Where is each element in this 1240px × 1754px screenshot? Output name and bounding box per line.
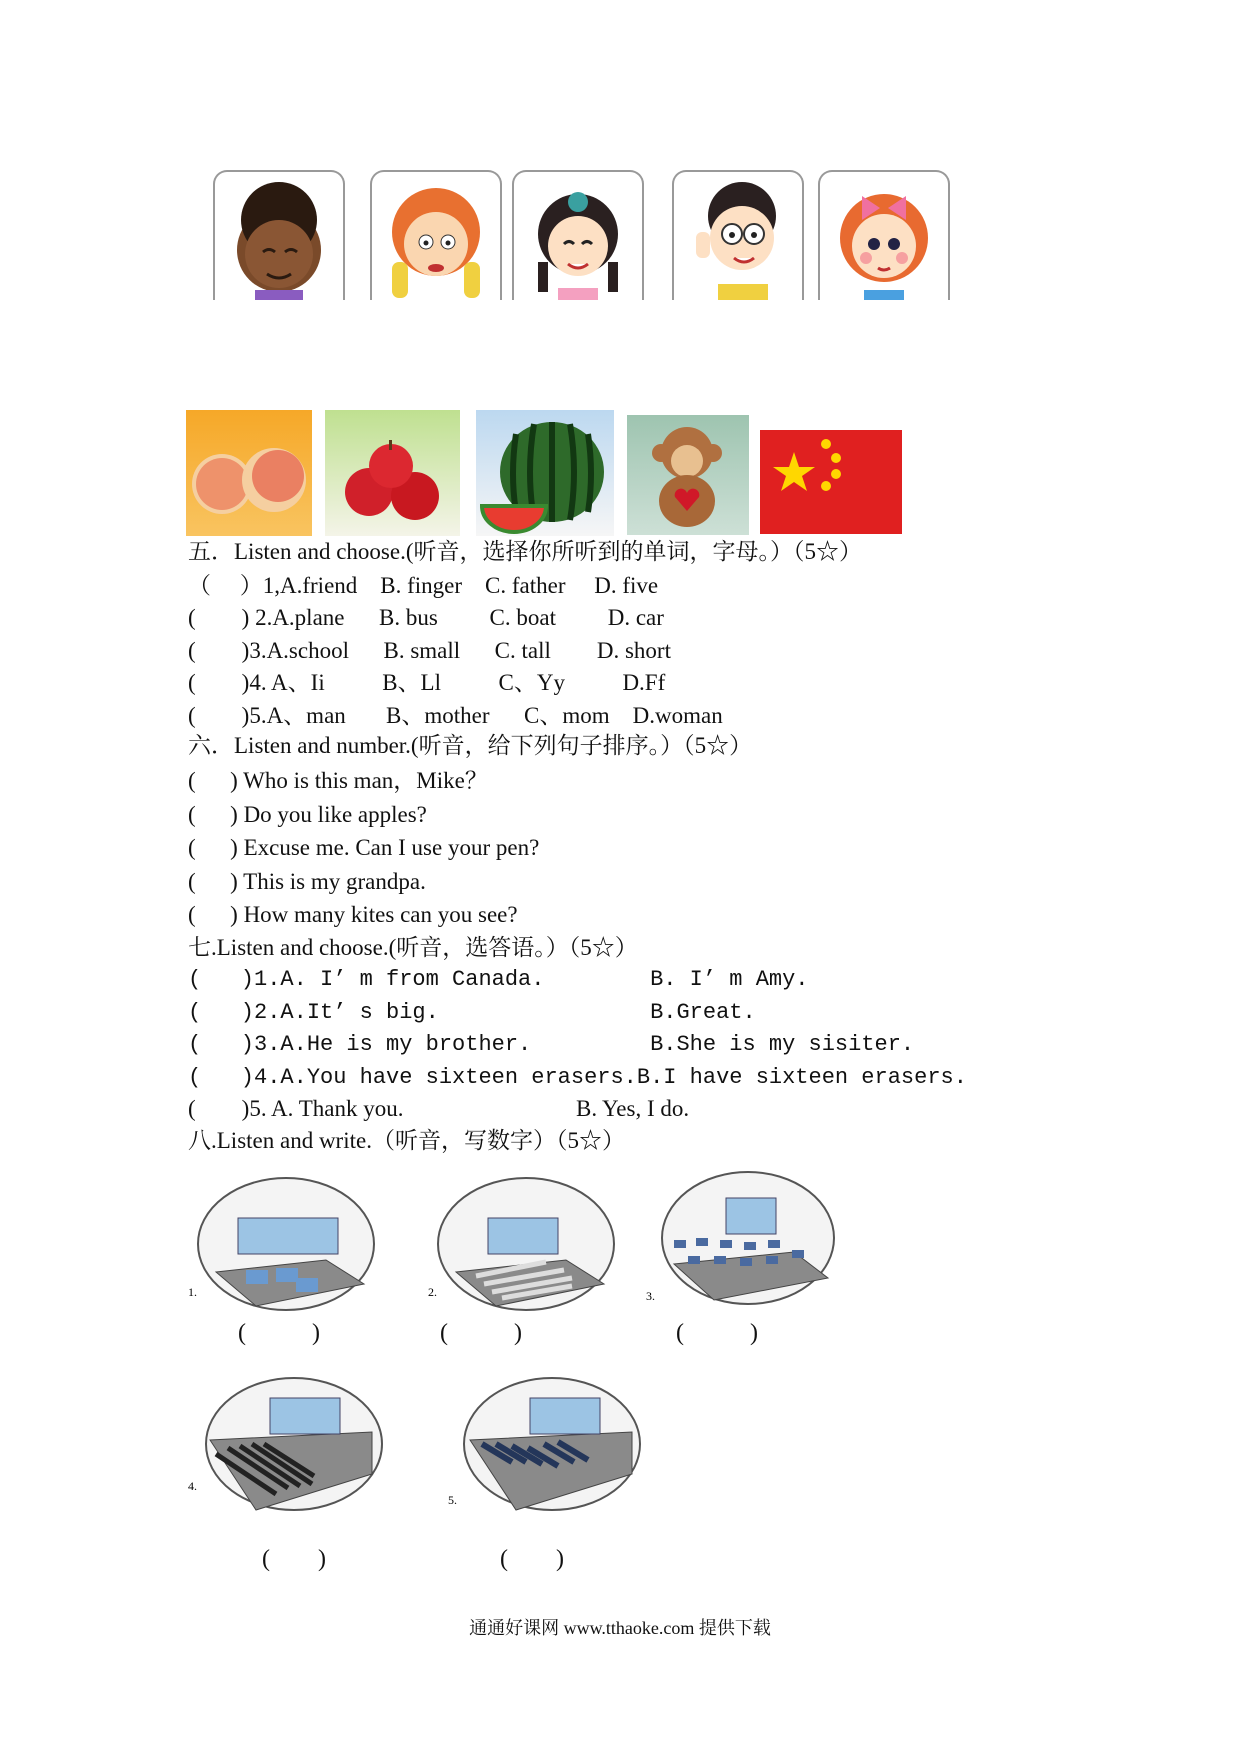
peaches-picture (186, 410, 312, 536)
apples-picture (325, 410, 460, 536)
section5-item-3: ( )3.A.school B. small C. tall D. short (188, 638, 671, 663)
answer-blank-1[interactable]: ( ) (238, 1320, 320, 1346)
cartoon-girl-bow (818, 170, 950, 300)
cartoon-boy-red-hair (370, 170, 502, 300)
section7-item-5: ( )5. A. Thank you. B. Yes, I do. (188, 1096, 690, 1121)
desk-label-1: 1. (188, 1285, 197, 1299)
section6-item-3: ( ) Excuse me. Can I use your pen? (188, 835, 540, 860)
section5-heading: 五．Listen and choose.(听音，选择你所听到的单词，字母。）（5☆） (188, 539, 862, 564)
cartoon-girl-pigtails (512, 170, 644, 300)
section7-item-2: ( )2.A.It’ s big. B.Great. (188, 1000, 756, 1025)
china-flag-picture (760, 430, 902, 534)
section5-item-1: （ ）1,A.friend B. finger C. father D. five (188, 573, 659, 598)
cartoon-boy-glasses (672, 170, 804, 300)
section7-item-1: ( )1.A. I’ m from Canada. B. I’ m Amy. (188, 967, 809, 992)
answer-blank-3[interactable]: ( ) (676, 1320, 758, 1346)
toy-monkey-picture (627, 415, 749, 535)
section6-item-5: ( ) How many kites can you see? (188, 902, 518, 927)
footer-credit: 通通好课网 www.tthaoke.com 提供下载 (469, 1618, 771, 1638)
desk-label-5: 5. (448, 1493, 457, 1507)
desk-picture-2 (426, 1176, 616, 1316)
watermelon-picture (476, 410, 614, 536)
section5-item-4: ( )4. A、Ii B、Ll C、Yy D.Ff (188, 670, 666, 695)
section7-item-3: ( )3.A.He is my brother. B.She is my sisiter. (188, 1032, 915, 1057)
desk-picture-5 (446, 1374, 646, 1524)
desk-picture-3 (644, 1168, 844, 1314)
section5-item-5: ( )5.A、man B、mother C、mom D.woman (188, 703, 723, 728)
section6-item-2: ( ) Do you like apples? (188, 802, 427, 827)
answer-blank-4[interactable]: ( ) (262, 1546, 326, 1572)
answer-blank-2[interactable]: ( ) (440, 1320, 522, 1346)
section6-item-4: ( ) This is my grandpa. (188, 869, 426, 894)
desk-label-2: 2. (428, 1285, 437, 1299)
cartoon-boy-dark (213, 170, 345, 300)
answer-blank-5[interactable]: ( ) (500, 1546, 564, 1572)
desk-picture-1 (186, 1176, 376, 1316)
desk-label-3: 3. (646, 1289, 655, 1303)
section6-heading: 六．Listen and number.(听音，给下列句子排序。）（5☆） (188, 733, 753, 758)
desk-picture-4 (186, 1374, 386, 1524)
section7-heading: 七.Listen and choose.(听音，选答语。）（5☆） (188, 935, 638, 960)
section7-item-4: ( )4.A.You have sixteen erasers.B.I have sixteen erasers. (188, 1065, 967, 1090)
section5-item-2: ( ) 2.A.plane B. bus C. boat D. car (188, 605, 664, 630)
desk-label-4: 4. (188, 1479, 197, 1493)
section8-heading: 八.Listen and write.（听音，写数字）（5☆） (188, 1128, 625, 1153)
section6-item-1: ( ) Who is this man，Mike？ (188, 768, 488, 793)
